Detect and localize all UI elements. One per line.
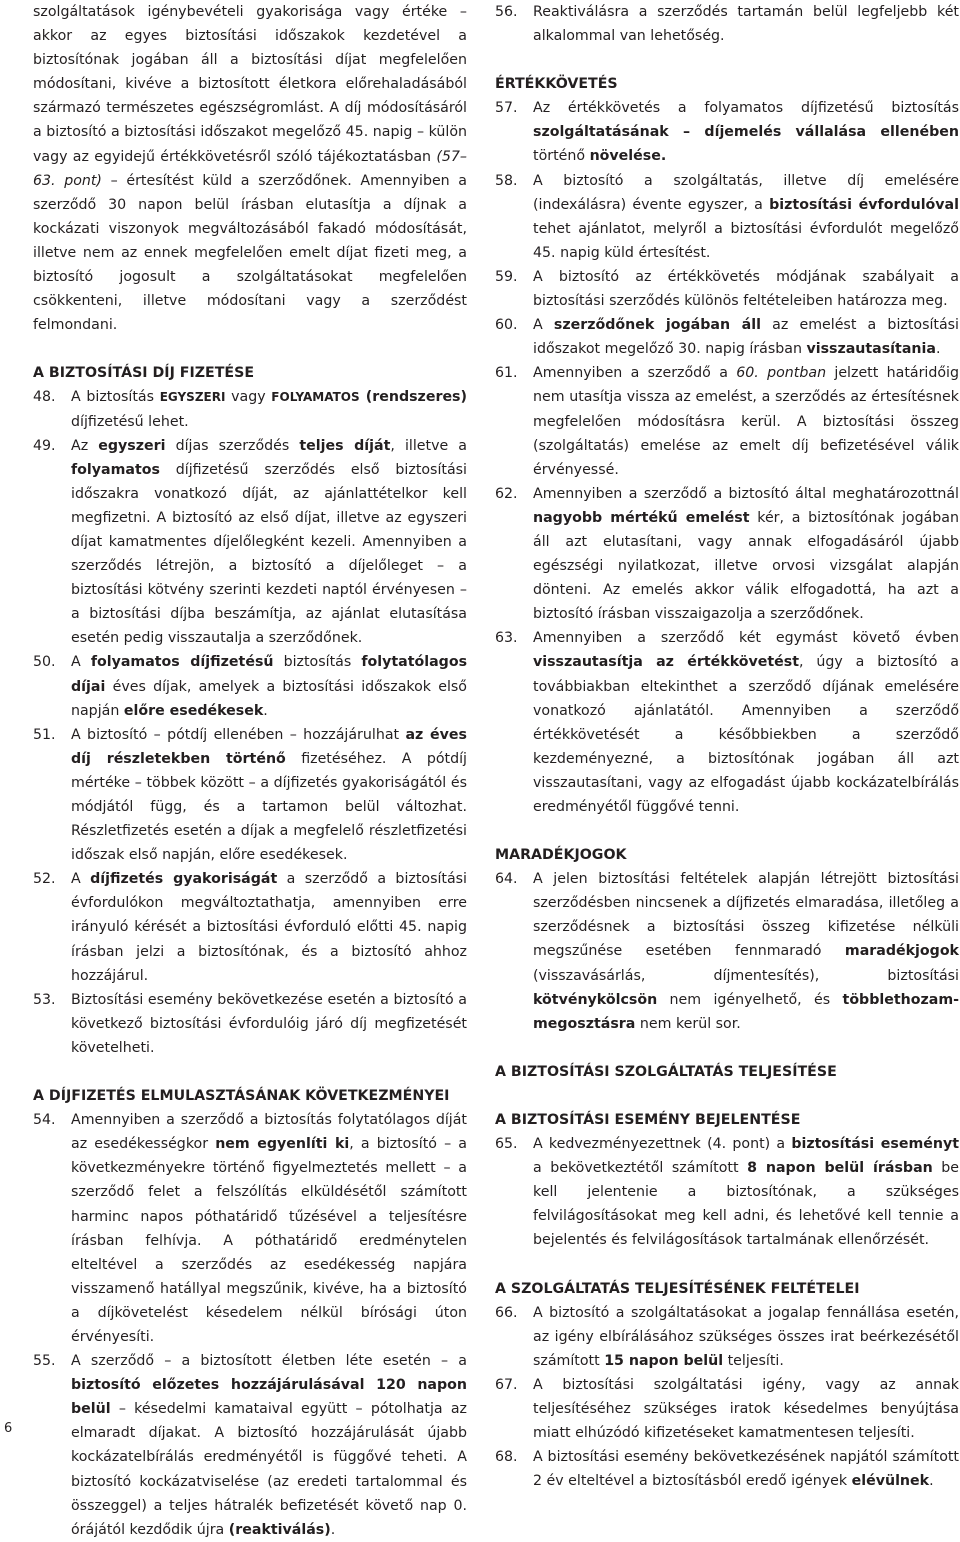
section-heading: A DÍJFIZETÉS ELMULASZTÁSÁNAK KÖVETKEZMÉNYEI: [33, 1088, 450, 1105]
clause-61: 61. Amennyiben a szerződő a 60. pontban jelzett határidőig nem utasítja vissza az emelést, a szerződés az értesítésnek megfelelően módosításra kerül. A biztosítási összeg (szolgáltatás) emelése az emelt díj befizetésével válik érvényessé.: [495, 365, 959, 478]
clause-58: 58. A biztosító a szolgáltatás, illetve díj emelésére (indexálásra) évente egyszer, a biztosítási évfordulóval tehet ajánlatot, melyről a biztosítási évfordulót megelőző 45. napig küld értesítést.: [495, 172, 959, 261]
section-heading: A BIZTOSÍTÁSI SZOLGÁLTATÁS TELJESÍTÉSE: [495, 1063, 837, 1080]
clause-67: 67. A biztosítási szolgáltatási igény, vagy az annak teljesítéséhez szükséges iratok késedelmes benyújtása miatt elhúzódó kifizetéseket kamatmentesen teljesíti.: [495, 1376, 959, 1442]
clause-56: 56. Reaktiválásra a szerződés tartamán belül legfeljebb két alkalommal van lehetőség.: [495, 4, 959, 45]
section-heading: ÉRTÉKKÖVETÉS: [495, 76, 618, 93]
clause-52: 52. A díjfizetés gyakoriságát a szerződő a biztosítási évfordulókon megváltoztathatja, amennyiben erre irányuló kérését a biztosítási évforduló előtti 45. napig írásban jelzi a biztosítónak, és a biztosító ahhoz hozzájárul.: [33, 871, 467, 984]
left-column: [33, 0, 467, 1542]
clause-66: 66. A biztosító a szolgáltatásokat a jogalap fennállása esetén, az igény elbírálásához szükséges összes irat beérkezésétől számított 15 napon belül teljesíti.: [495, 1304, 959, 1369]
clause-51: 51. A biztosító – pótdíj ellenében – hozzájárulhat az éves díj részletekben történő fizetéséhez. A pótdíj mértéke – többek között – a díjfizetés gyakoriságától és módjától függ, és a tartamon belül változhat. Részletfizetés esetén a díjak a megfelelő részletfizetési időszak első napján, előre esedékesek.: [33, 726, 468, 864]
clause-59: 59. A biztosító az értékkövetés módjának szabályait a biztosítási szerződés különös feltételeiben határozza meg.: [495, 268, 959, 310]
clause-63: 63. Amennyiben a szerződő két egymást követő évben visszautasítja az értékkövetést, úgy a biztosító a továbbiakban eltekinthet a szerződő díjának emelésére vonatkozó ajánlatától. Amennyiben a szerződő értékkövetését a későbbiekben a szerződő kezdeményezné, a biztosítónak jogában áll azt visszautasítani, vagy az elfogadást újabb kockázatelbírálás eredményétől függővé tenni.: [495, 630, 959, 815]
right-column: [495, 0, 959, 1493]
clause-60: 60. A szerződőnek jogában áll az emelést a biztosítási időszakot megelőző 30. napig írásban visszautasítania.: [495, 317, 959, 358]
clause-54: 54. Amennyiben a szerződő a biztosítás folytatólagos díját az esedékességkor nem egyenlíti ki, a biztosító – a következményekre történő figyelmeztetés mellett – a szerződő felet a felszólítás elküldésétől számított harminc napos póthatáridő tűzésével a teljesítésre írásban felhívja. A póthatáridő eredménytelen elteltével a szerződés az esedékesség napjára visszamenő hatállyal megszűnik, kivéve, ha a biztosító a díjkövetelést késedelem nélkül bírósági úton érvényesíti.: [33, 1112, 467, 1345]
clause-57: 57. Az értékkövetés a folyamatos díjfizetésű biztosítás szolgáltatásának – díjemelés vállalása ellenében történő növelése.: [495, 100, 959, 165]
clause-49: 49. Az egyszeri díjas szerződés teljes díját, illetve a folyamatos díjfizetésű szerződés első biztosítási időszakra vonatkozó díját, az ajánlattételkor kell megfizetni. A biztosító az első díjat, illetve az egyszeri díjat kamatmentes díjelőlegként kezeli. Amennyiben a szerződés létrejön, a biztosító a díjelőleget – a biztosítási kötvény szerinti kezdeti naptól érvényesen – a biztosítási díjba beszámítja, az ajánlat elutasítása esetén pedig visszautalja a szerződőnek.: [33, 437, 467, 647]
clause-64: 64. A jelen biztosítási feltételek alapján létrejött biztosítási szerződésben nincsenek a díjfizetés elmaradása, illetőleg a szerződésnek a biztosítási összeg kifizetése nélküli megszűnése esetében fennmaradó maradékjogok (visszavásárlás, díjmentesítés), biztosítási kötvénykölcsön nem igényelhető, és többlethozam-megosztásra nem kerül sor.: [495, 871, 959, 1032]
section-heading: A SZOLGÁLTATÁS TELJESÍTÉSÉNEK FELTÉTELEI: [495, 1280, 860, 1297]
clause-53: 53. Biztosítási esemény bekövetkezése esetén a biztosító a következő biztosítási évfordulóig járó díj megfizetését követelheti.: [33, 991, 467, 1056]
section-heading: A BIZTOSÍTÁSI ESEMÉNY BEJELENTÉSE: [495, 1111, 801, 1128]
clause-55: 55. A szerződő – a biztosított életben léte esetén – a biztosító előzetes hozzájárulásával 120 napon belül – késedelmi kamataival együtt – pótolhatja az elmaradt díjakat. A biztosító hozzájárulását újabb kockázatelbírálás eredményétől is függővé teheti. A biztosító kockázatviselése (az eredeti tartalommal és összeggel) a teljes hátralék befizetését követő nap 0. órájától kezdődik újra (reaktiválás).: [33, 1353, 467, 1538]
section-heading: MARADÉKJOGOK: [495, 847, 627, 864]
page-number: 6: [4, 1421, 13, 1436]
section-heading: A BIZTOSÍTÁSI DÍJ FIZETÉSE: [33, 365, 255, 382]
clause-65: 65. A kedvezményezettnek (4. pont) a biztosítási eseményt a bekövetkeztétől számított 8 napon belül írásban be kell jelentenie a biztosítónak, a szükséges felvilágosításokat meg kell adni, és lehetővé kell tennie a bejelentés és felvilágosítások tartalmának ellenőrzését.: [495, 1136, 959, 1249]
clause-68: 68. A biztosítási esemény bekövetkezésének napjától számított 2 év elteltével a biztosításból eredő igények elévülnek.: [495, 1449, 959, 1490]
clause-62: 62. Amennyiben a szerződő a biztosító által meghatározottnál nagyobb mértékű emelést kér, a biztosítónak jogában áll azt elutasítani, vagy annak elfogadásáról újabb egészségi nyilatkozat, illetve orvosi vizsgálat alapján dönteni. Az emelés akkor válik elfogadottá, ha azt a biztosító írásban visszaigazolja a szerződőnek.: [495, 485, 959, 623]
intro-paragraph: szolgáltatások igénybevételi gyakorisága vagy értéke – akkor az egyes biztosítási időszakok kezdetével a biztosítónak jogában áll a biztosítási díjat megfelelően módosítani, kivéve a biztosított életkora előrehaladásából származó természetes egészségromlást. A díj módosításáról a biztosító a biztosítási időszakot megelőző 45. napig – külön vagy az egyidejű értékkövetésről szóló tájékoztatásban (57–63. pont) – értesítést küld a szerződőnek. Amennyiben a szerződő 30 napon belül írásban elutasítja a díjnak a kockázati viszonyok megváltozásából fakadó módosítását, illetve nem az ennek megfelelően emelt díjat fizeti meg, a biztosító jogosult a szolgáltatásokat megfelelően csökkenteni, illetve módosítani vagy a szerződést felmondani.: [33, 4, 467, 334]
clause-50: 50. A folyamatos díjfizetésű biztosítás folytatólagos díjai éves díjak, amelyek a biztosítási időszakok első napján előre esedékesek.: [33, 654, 468, 719]
clause-48: 48. A biztosítás EGYSZERI vagy FOLYAMATOS (rendszeres) díjfizetésű lehet.: [33, 389, 467, 430]
